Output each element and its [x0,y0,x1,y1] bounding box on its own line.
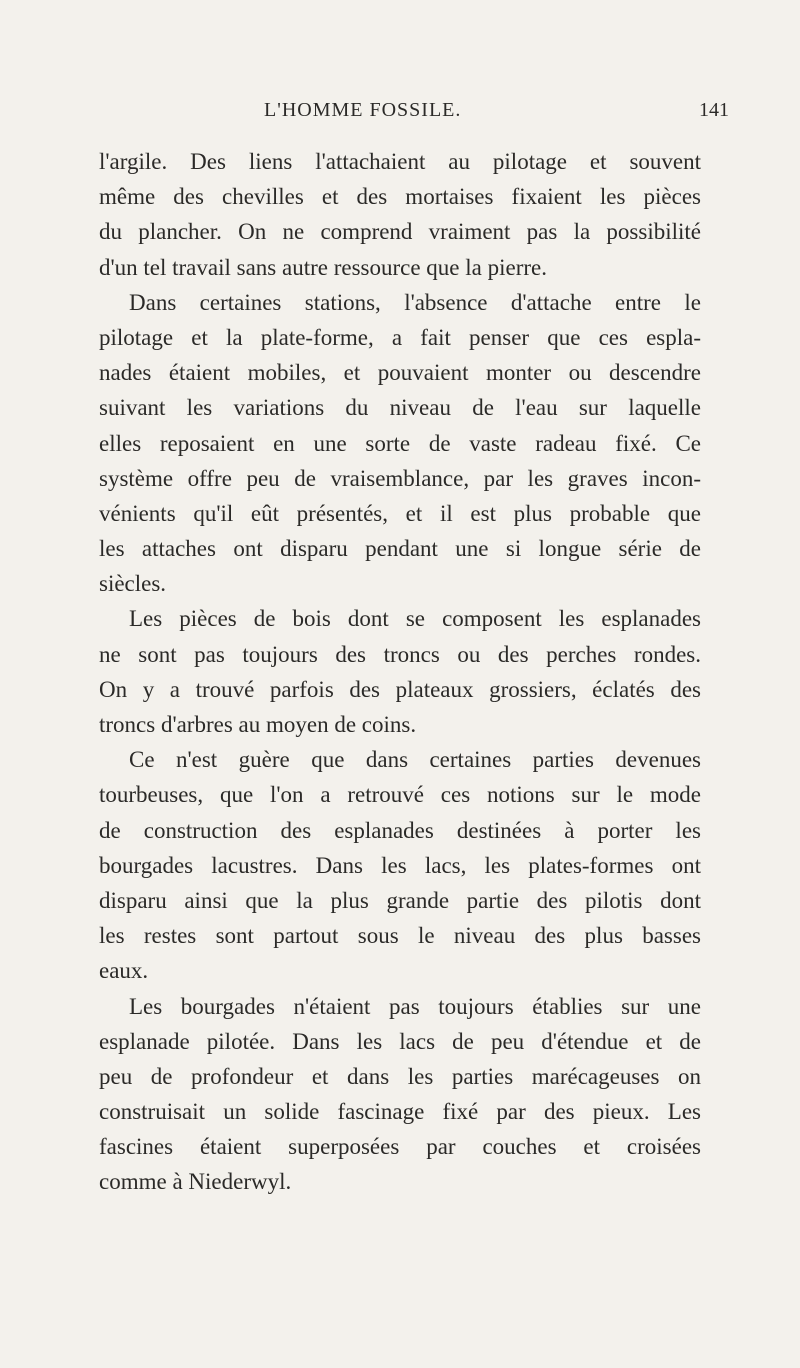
text-line: les restes sont partout sous le niveau des plus basses [99,923,701,949]
text-line: bourgades lacustres. Dans les lacs, les plates-formes ont [99,852,701,878]
text-line: nades étaient mobiles, et pouvaient monter ou descendre [99,360,701,386]
text-line: peu de profondeur et dans les parties marécageuses on [99,1063,701,1089]
text-line: du plancher. On ne comprend vraiment pas la possibilité [99,219,701,245]
text-line: Ce n'est guère que dans certaines parties devenues [129,747,701,773]
text-line: fascines étaient superposées par couches et croisées [99,1134,701,1160]
text-line: l'argile. Des liens l'attachaient au pilotage et souvent [99,149,701,174]
text-line: pilotage et la plate-forme, a fait penser que ces espla- [99,324,701,350]
text-line: disparu ainsi que la plus grande partie des pilotis dont [99,887,701,913]
text-line: troncs d'arbres au moyen de coins. [99,712,417,737]
text-line: Dans certaines stations, l'absence d'attache entre le [129,289,701,315]
text-line: comme à Niederwyl. [99,1169,292,1195]
text-line: tourbeuses, que l'on a retrouvé ces notions sur le mode [99,782,701,808]
text-line: de construction des esplanades destinées à porter les [99,817,701,843]
text-line: esplanade pilotée. Dans les lacs de peu d'étendue et de [99,1028,701,1054]
text-line: elles reposaient en une sorte de vaste radeau fixé. Ce [99,430,701,456]
body-text [99,144,701,1200]
text-line: vénients qu'il eût présentés, et il est plus probable que [99,500,701,526]
page-number: 141 [699,99,729,121]
text-line: construisait un solide fascinage fixé par des pieux. Les [99,1099,701,1125]
text-line: les attaches ont disparu pendant une si longue série de [99,536,701,562]
text-line: On y a trouvé parfois des plateaux grossiers, éclatés des [99,676,701,702]
running-head [0,90,800,130]
text-line: siècles. [99,571,167,597]
running-title: L'HOMME FOSSILE. [264,99,462,121]
text-line: d'un tel travail sans autre ressource que la pierre. [99,254,547,280]
text-line: Les bourgades n'étaient pas toujours établies sur une [129,993,701,1019]
text-line: système offre peu de vraisemblance, par les graves incon- [99,465,701,491]
text-line: Les pièces de bois dont se composent les esplanades [129,606,701,632]
text-line: même des chevilles et des mortaises fixaient les pièces [99,184,701,210]
text-line: eaux. [99,958,149,984]
text-line: suivant les variations du niveau de l'eau sur laquelle [99,395,701,421]
text-line: ne sont pas toujours des troncs ou des perches rondes. [99,641,701,667]
